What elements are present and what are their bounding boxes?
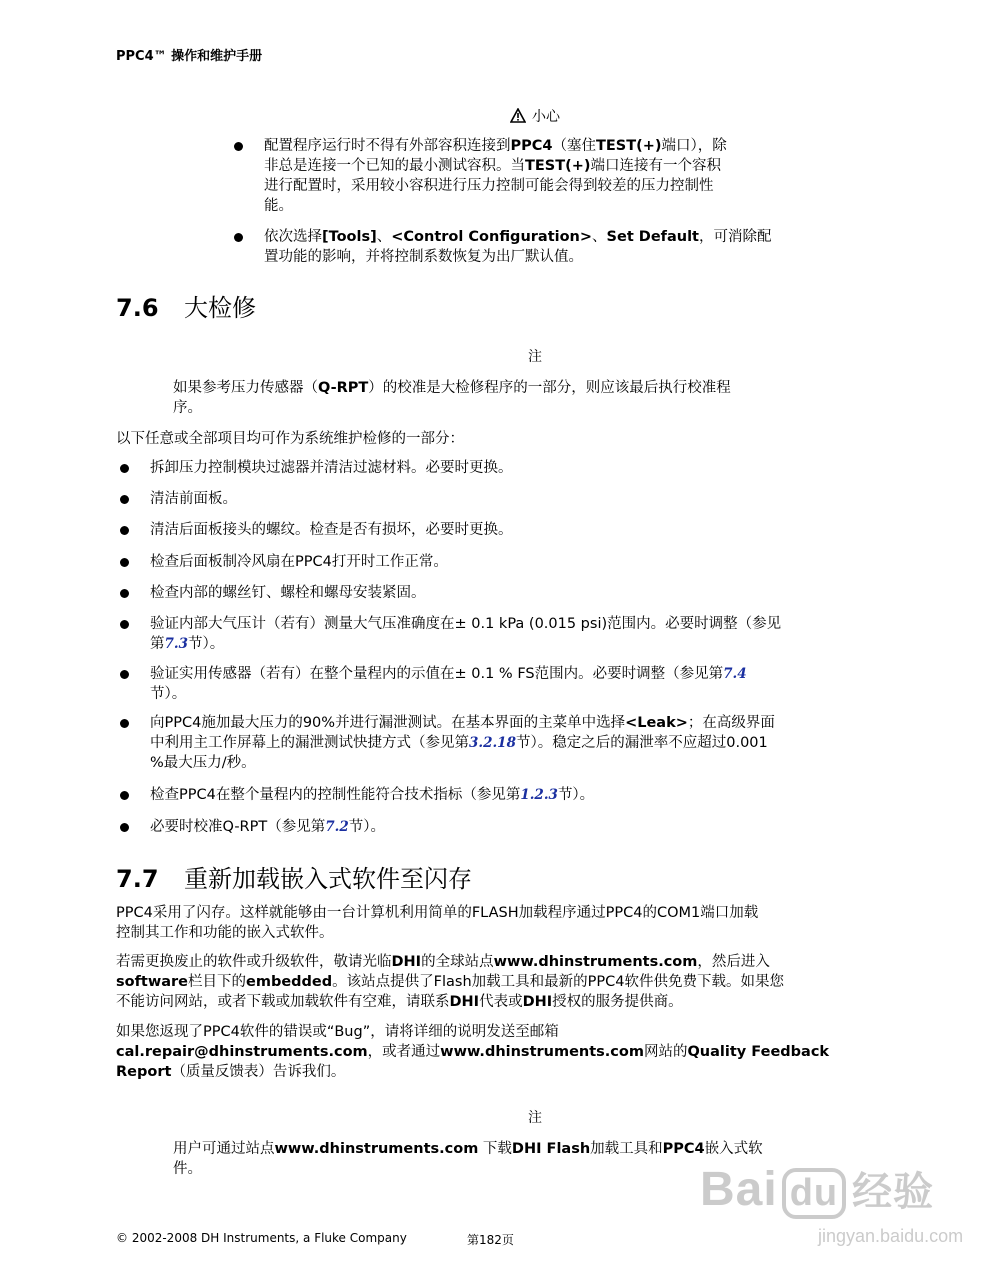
caution-item-line: 置功能的影响，并将控制系数恢复为出厂默认值。 xyxy=(264,249,583,265)
bullet-icon xyxy=(120,495,129,504)
list-item: 拆卸压力控制模块过滤器并清洁过滤材料。必要时更换。 xyxy=(150,458,513,478)
footer-copyright: © 2002-2008 DH Instruments, a Fluke Company xyxy=(116,1231,407,1245)
note-label: 注 xyxy=(528,1110,542,1126)
section-ref-link[interactable]: 3.2.18 xyxy=(469,735,516,751)
warning-icon xyxy=(510,108,526,123)
list-item: 向PPC4施加最大压力的90%并进行漏泄测试。在基本界面的主菜单中选择<Leak>；在高级界面 中利用主工作屏幕上的漏泄测试快捷方式（参见第3.2.18节）。稳定之后的漏泄率不应超过0.001 %最大压力/秒。 xyxy=(150,713,880,773)
bug-report-paragraph: 如果您返现了PPC4软件的错误或“Bug”，请将详细的说明发送至邮箱 cal.repair@dhinstruments.com，或者通过www.dhinstruments.com网站的Quality Feedback Report（质量反馈表）告诉我们。 xyxy=(116,1024,830,1080)
section-ref-link[interactable]: 7.4 xyxy=(723,666,747,682)
section-7-6-heading xyxy=(116,288,256,323)
baidu-watermark: Bai du 经验 jingyan.baidu.com xyxy=(700,1163,964,1246)
caution-item-line: 配置程序运行时不得有外部容积连接到PPC4（塞住TEST(+)端口），除 xyxy=(264,138,727,154)
list-item: 清洁前面板。 xyxy=(150,489,237,509)
upgrade-paragraph: 若需更换废止的软件或升级软件，敬请光临DHI的全球站点www.dhinstruments.com，然后进入 software栏目下的embedded。该站点提供了Flash加载工具和最新的PPC4软件供免费下载。如果您 不能访问网站，或者下载或加载软件有空难，请联系DHI代表或DHI授权的服务提供商。 xyxy=(116,954,784,1010)
list-item: 必要时校准Q-RPT（参见第7.2节）。 xyxy=(150,817,385,837)
footer-page-number: 第182页 xyxy=(467,1233,514,1247)
section-title: 重新加载嵌入式软件至闪存 xyxy=(184,865,472,893)
caution-heading xyxy=(0,106,989,126)
caution-title: 小心 xyxy=(532,109,560,125)
bullet-icon xyxy=(120,791,129,800)
bullet-icon xyxy=(120,670,129,679)
maintenance-intro: 以下任意或全部项目均可作为系统维护检修的一部分： xyxy=(116,431,464,447)
caution-item xyxy=(264,227,844,267)
caution-item-line: 依次选择[Tools]、<Control Configuration>、Set Default，可消除配 xyxy=(264,229,772,245)
list-item: 检查PPC4在整个量程内的控制性能符合技术指标（参见第1.2.3节）。 xyxy=(150,785,594,805)
bullet-icon xyxy=(120,823,129,832)
caution-item-line: 非总是连接一个已知的最小测试容积。当TEST(+)端口连接有一个容积 xyxy=(264,158,722,174)
list-item: 检查内部的螺丝钉、螺栓和螺母安装紧固。 xyxy=(150,583,426,603)
section-ref-link[interactable]: 1.2.3 xyxy=(520,787,558,803)
section-number: 7.6 xyxy=(116,294,159,322)
list-item: 清洁后面板接头的螺纹。检查是否有损坏，必要时更换。 xyxy=(150,520,513,540)
section-ref-link[interactable]: 7.3 xyxy=(164,636,188,652)
list-item: 验证内部大气压计（若有）测量大气压准确度在± 0.1 kPa (0.015 psi)范围内。必要时调整（参见 第7.3节）。 xyxy=(150,614,880,654)
bullet-icon xyxy=(120,558,129,567)
page-header: PPC4™ 操作和维护手册 xyxy=(116,49,263,64)
bullet-icon xyxy=(120,589,129,598)
bullet-icon xyxy=(234,142,243,151)
caution-item xyxy=(264,136,844,216)
bullet-icon xyxy=(120,526,129,535)
bullet-icon xyxy=(234,233,243,242)
list-item: 检查后面板制冷风扇在PPC4打开时工作正常。 xyxy=(150,552,448,572)
caution-item-line: 进行配置时，采用较小容积进行压力控制可能会得到较差的压力控制性 xyxy=(264,178,714,194)
bullet-icon xyxy=(120,464,129,473)
flash-paragraph: PPC4采用了闪存。这样就能够由一台计算机利用简单的FLASH加载程序通过PPC4的COM1端口加载 控制其工作和功能的嵌入式软件。 xyxy=(116,905,759,941)
section-number: 7.7 xyxy=(116,865,159,893)
note-label: 注 xyxy=(528,349,542,365)
bullet-icon xyxy=(120,620,129,629)
note-text: 用户可通过站点www.dhinstruments.com 下载DHI Flash加载工具和PPC4嵌入式软 件。 xyxy=(173,1141,763,1177)
list-item: 验证实用传感器（若有）在整个量程内的示值在± 0.1 % FS范围内。必要时调整（参见第7.4 节）。 xyxy=(150,664,880,704)
section-title: 大检修 xyxy=(184,294,256,322)
caution-item-line: 能。 xyxy=(264,198,293,214)
section-ref-link[interactable]: 7.2 xyxy=(325,819,349,835)
note-text: 如果参考压力传感器（Q-RPT）的校准是大检修程序的一部分，则应该最后执行校准程 序。 xyxy=(173,380,731,416)
bullet-icon xyxy=(120,719,129,728)
section-7-7-heading xyxy=(116,859,472,894)
